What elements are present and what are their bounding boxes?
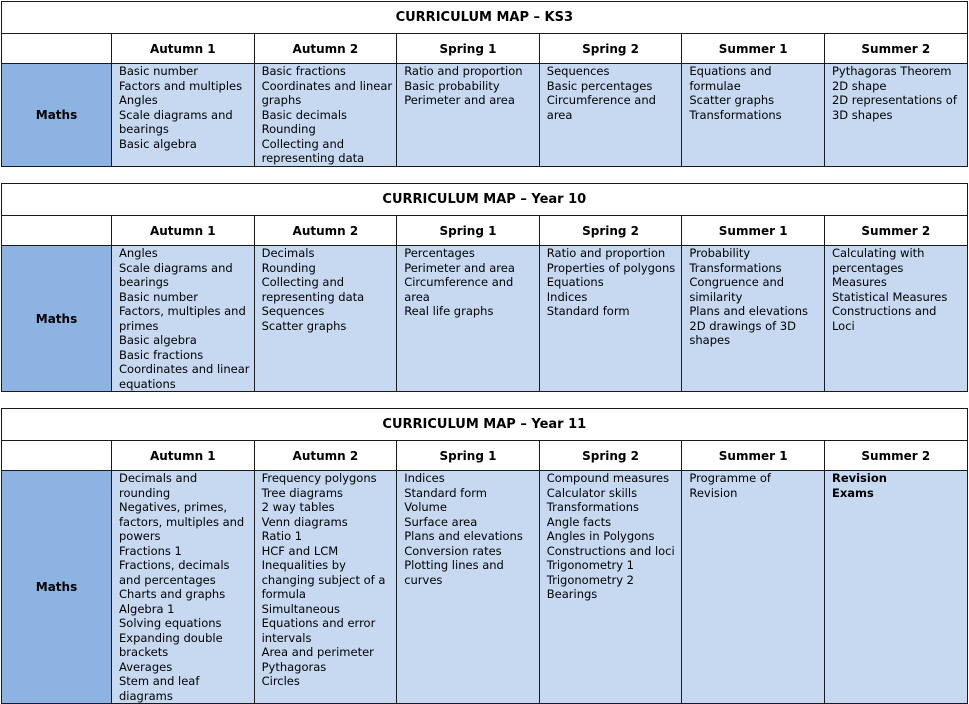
term-header: Autumn 1 <box>112 441 255 471</box>
topic-item: Exams <box>831 485 874 500</box>
term-header: Spring 2 <box>539 441 682 471</box>
topic-cell <box>539 64 682 167</box>
topic-item: Fractions, decimals and percentages <box>119 558 230 587</box>
topic-item: Factors, multiples and primes <box>119 304 246 333</box>
topic-item: Calculator skills <box>546 485 638 500</box>
topic-item: Venn diagrams <box>261 514 348 529</box>
topic-cell <box>254 471 397 704</box>
topic-item: Transformations <box>689 260 782 275</box>
topic-item: Basic algebra <box>119 136 197 151</box>
term-header-row <box>2 441 968 471</box>
topic-item: Revision <box>831 471 887 485</box>
blank-header-cell <box>2 441 112 471</box>
topic-item: Sequences <box>261 304 325 318</box>
topic-item: Equations <box>546 275 604 289</box>
topic-item: Indices <box>404 471 445 485</box>
topic-item: Compound measures <box>546 471 670 485</box>
topic-cell <box>539 246 682 392</box>
topic-item: Angle facts <box>546 514 612 529</box>
term-header: Spring 2 <box>539 216 682 246</box>
topic-item: Volume <box>404 500 447 514</box>
term-header: Summer 1 <box>682 441 825 471</box>
term-header: Autumn 2 <box>254 34 397 64</box>
topic-item: Charts and graphs <box>119 587 226 601</box>
topic-item: Decimals <box>261 246 315 260</box>
term-header: Spring 1 <box>397 441 540 471</box>
topic-item: Rounding <box>261 122 316 136</box>
topic-cell <box>397 64 540 167</box>
topic-item: Basic fractions <box>261 64 346 78</box>
blank-header-cell <box>2 216 112 246</box>
topic-item: Algebra 1 <box>119 601 175 616</box>
topic-item: Congruence and similarity <box>689 275 785 304</box>
topic-item: Solving equations <box>119 616 222 630</box>
topic-item: Basic fractions <box>119 347 204 362</box>
term-header: Spring 2 <box>539 34 682 64</box>
topic-item: Bearings <box>546 587 598 601</box>
topic-item: Basic number <box>119 64 198 78</box>
term-header-row <box>2 216 968 246</box>
term-header: Summer 2 <box>824 441 967 471</box>
term-header: Spring 1 <box>397 34 540 64</box>
topic-item: Basic decimals <box>261 107 348 122</box>
topic-cell <box>682 246 825 392</box>
topic-item: Plans and elevations <box>689 304 808 318</box>
topic-item: Conversion rates <box>404 543 502 558</box>
subject-row <box>2 471 968 704</box>
topic-item: Real life graphs <box>404 304 494 318</box>
topic-item: Collecting and representing data <box>261 275 365 304</box>
topic-cell <box>682 64 825 167</box>
topic-item: Calculating with percentages <box>831 246 925 275</box>
topic-cell <box>397 246 540 392</box>
topic-item: Transformations <box>689 107 782 122</box>
topic-item: Angles <box>119 93 158 107</box>
topic-item: Angles <box>119 246 158 260</box>
topic-item: Surface area <box>404 514 478 529</box>
topic-item: Transformations <box>546 500 640 514</box>
map-title: CURRICULUM MAP – Year 10 <box>2 184 968 216</box>
topic-item: Trigonometry 1 <box>546 558 634 572</box>
topic-item: Programme of Revision <box>689 471 771 500</box>
term-header: Summer 2 <box>824 216 967 246</box>
topic-item: Collecting and representing data <box>261 136 365 165</box>
topic-item: Scatter graphs <box>261 318 347 333</box>
topic-item: Percentages <box>404 246 475 260</box>
topic-cell <box>682 471 825 704</box>
topic-item: HCF and LCM <box>261 543 339 558</box>
topic-item: Fractions 1 <box>119 543 182 558</box>
topic-item: Basic number <box>119 289 198 304</box>
term-header: Spring 1 <box>397 216 540 246</box>
subject-label: Maths <box>2 471 112 704</box>
topic-item: 2D drawings of 3D shapes <box>689 318 797 347</box>
topic-cell <box>254 64 397 167</box>
subject-row <box>2 246 968 392</box>
term-header: Summer 1 <box>682 34 825 64</box>
topic-item: Perimeter and area <box>404 93 515 107</box>
topic-item: Averages <box>119 659 173 674</box>
topic-item: Coordinates and linear equations <box>119 362 250 391</box>
topic-item: 2 way tables <box>261 500 335 514</box>
topic-item: Circumference and area <box>404 275 514 304</box>
topic-cell <box>112 246 255 392</box>
topic-cell <box>539 471 682 704</box>
term-header: Autumn 1 <box>112 34 255 64</box>
topic-item: Measures <box>831 275 887 289</box>
topic-item: Pythagoras <box>261 659 327 674</box>
blank-header-cell <box>2 34 112 64</box>
topic-item: Ratio and proportion <box>546 246 666 260</box>
map-title: CURRICULUM MAP – Year 11 <box>2 409 968 441</box>
topic-item: Circles <box>261 674 300 688</box>
topic-item: Tree diagrams <box>261 485 344 500</box>
curriculum-map-year-11 <box>1 408 967 704</box>
topic-item: Stem and leaf diagrams <box>119 674 200 703</box>
topic-item: Rounding <box>261 260 316 275</box>
topic-item: Trigonometry 2 <box>546 572 634 587</box>
topic-cell <box>397 471 540 704</box>
topic-item: Negatives, primes, factors, multiples and powers <box>119 500 245 543</box>
term-header: Summer 2 <box>824 34 967 64</box>
topic-item: Decimals and rounding <box>119 471 198 500</box>
topic-item: Expanding double brackets <box>119 630 223 659</box>
topic-item: Sequences <box>546 64 610 78</box>
topic-item: Basic algebra <box>119 333 197 347</box>
topic-item: Angles in Polygons <box>546 529 655 543</box>
subject-label: Maths <box>2 246 112 392</box>
subject-row <box>2 64 968 167</box>
topic-item: Frequency polygons <box>261 471 377 485</box>
topic-item: Inequalities by changing subject of a formula <box>261 558 386 601</box>
term-header: Autumn 2 <box>254 216 397 246</box>
topic-cell <box>112 471 255 704</box>
term-header: Autumn 2 <box>254 441 397 471</box>
term-header: Autumn 1 <box>112 216 255 246</box>
topic-item: 2D representations of 3D shapes <box>831 93 957 122</box>
topic-item: Equations and formulae <box>689 64 772 93</box>
topic-cell <box>824 64 967 167</box>
topic-cell <box>824 246 967 392</box>
term-header-row <box>2 34 968 64</box>
topic-item: Scale diagrams and bearings <box>119 260 233 289</box>
topic-cell <box>112 64 255 167</box>
topic-item: Factors and multiples <box>119 78 243 93</box>
topic-item: Constructions and Loci <box>831 304 937 333</box>
topic-item: Area and perimeter <box>261 645 374 659</box>
curriculum-map-ks3 <box>1 1 967 167</box>
topic-item: Coordinates and linear graphs <box>261 78 393 107</box>
topic-item: Scale diagrams and bearings <box>119 107 233 136</box>
topic-item: Pythagoras Theorem <box>831 64 952 78</box>
topic-item: Probability <box>689 246 751 260</box>
subject-label: Maths <box>2 64 112 167</box>
topic-cell <box>824 471 967 704</box>
curriculum-map-year-10 <box>1 183 967 392</box>
map-title: CURRICULUM MAP – KS3 <box>2 2 968 34</box>
topic-item: Plotting lines and curves <box>404 558 504 587</box>
topic-item: 2D shape <box>831 78 887 93</box>
topic-cell <box>254 246 397 392</box>
topic-item: Standard form <box>546 304 630 318</box>
topic-item: Perimeter and area <box>404 260 515 275</box>
term-header: Summer 1 <box>682 216 825 246</box>
topic-item: Constructions and loci <box>546 543 675 558</box>
topic-item: Scatter graphs <box>689 93 775 107</box>
topic-item: Indices <box>546 289 588 304</box>
topic-item: Basic probability <box>404 78 500 93</box>
topic-item: Ratio 1 <box>261 529 303 543</box>
topic-item: Plans and elevations <box>404 529 523 543</box>
topic-item: Circumference and area <box>546 93 656 122</box>
topic-item: Standard form <box>404 485 487 500</box>
topic-item: Properties of polygons <box>546 260 676 275</box>
topic-item: Basic percentages <box>546 78 653 93</box>
topic-item: Ratio and proportion <box>404 64 523 78</box>
topic-item: Simultaneous Equations and error intervals <box>261 601 376 645</box>
topic-item: Statistical Measures <box>831 289 948 304</box>
